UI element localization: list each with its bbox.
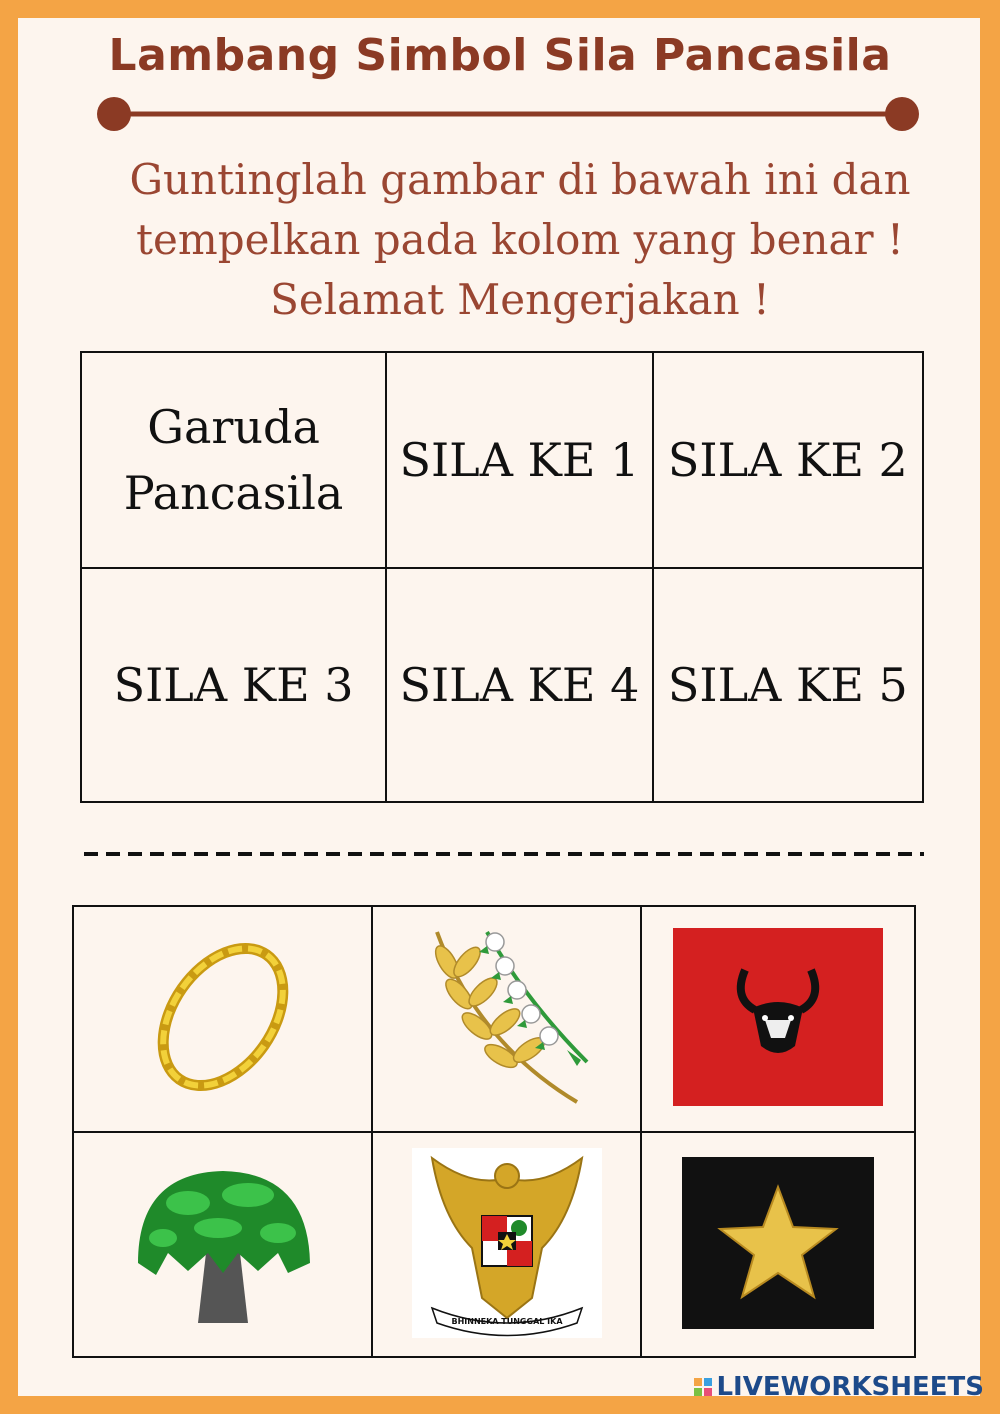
drop-cell-garuda[interactable] xyxy=(81,352,386,568)
garuda-icon[interactable] xyxy=(412,1148,602,1338)
symbol-grid xyxy=(72,905,916,1358)
drop-cell-sila-5[interactable] xyxy=(653,568,923,802)
bull-head-icon[interactable] xyxy=(673,928,883,1106)
instruction-line: tempelkan pada kolom yang benar ! xyxy=(136,215,904,264)
symbol-card-bull[interactable] xyxy=(641,906,915,1132)
instruction-line: Guntinglah gambar di bawah ini dan xyxy=(129,155,911,204)
banyan-tree-icon[interactable] xyxy=(128,1153,318,1333)
drop-cell-sila-1[interactable] xyxy=(386,352,653,568)
symbol-card-garuda[interactable] xyxy=(372,1132,641,1357)
page-title: Lambang Simbol Sila Pancasila xyxy=(108,30,892,81)
star-icon[interactable] xyxy=(682,1157,874,1329)
rice-cotton-icon[interactable] xyxy=(417,922,597,1112)
instruction-line: Selamat Mengerjakan ! xyxy=(270,275,770,324)
cell-label: SILA KE 2 xyxy=(667,433,908,487)
chain-icon[interactable] xyxy=(138,927,308,1107)
cell-label: Garuda Pancasila xyxy=(123,400,344,520)
cell-label: SILA KE 4 xyxy=(399,658,640,712)
symbol-card-star[interactable] xyxy=(641,1132,915,1357)
drop-cell-sila-2[interactable] xyxy=(653,352,923,568)
symbol-card-rice-cotton[interactable] xyxy=(372,906,641,1132)
drop-cell-sila-4[interactable] xyxy=(386,568,653,802)
cut-line xyxy=(84,846,924,862)
garuda-motto: BHINNEKA TUNGGAL IKA xyxy=(451,1316,563,1326)
cell-label: SILA KE 1 xyxy=(399,433,640,487)
cell-label: SILA KE 5 xyxy=(667,658,908,712)
symbol-card-chain[interactable] xyxy=(73,906,372,1132)
instructions xyxy=(60,150,980,330)
drop-cell-sila-3[interactable] xyxy=(81,568,386,802)
watermark-text: LIVEWORKSHEETS xyxy=(716,1372,984,1402)
watermark xyxy=(694,1372,984,1402)
liveworksheets-logo-icon xyxy=(694,1378,712,1396)
title-divider xyxy=(96,96,920,132)
cell-label: SILA KE 3 xyxy=(113,658,354,712)
answer-grid xyxy=(80,351,924,803)
symbol-card-banyan[interactable] xyxy=(73,1132,372,1357)
